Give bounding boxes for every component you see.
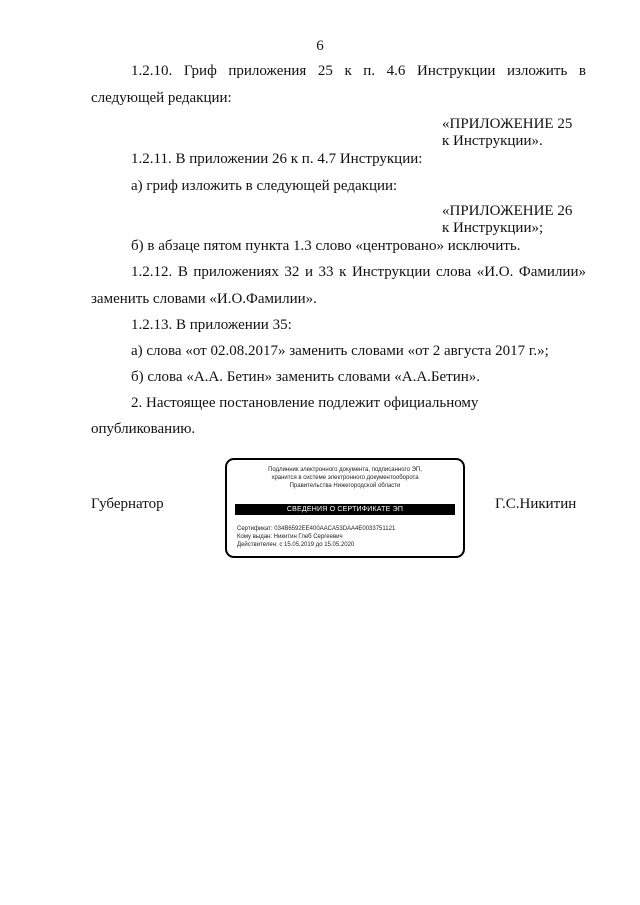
grif-26-line-2: к Инструкции»; (442, 220, 544, 236)
stamp-header-line-1: Подлинник электронного документа, подписанного ЭП, (268, 467, 422, 473)
signer-position: Губернатор (91, 496, 164, 512)
paragraph-7: а) слова «от 02.08.2017» заменить словами «от 2 августа 2017 г.»; (131, 343, 549, 359)
stamp-header-line-3: Правительства Нижегородской области (289, 483, 401, 489)
paragraph-1-line-2: следующей редакции: (91, 90, 232, 106)
grif-26-line-1: «ПРИЛОЖЕНИЕ 26 (442, 203, 573, 219)
grif-25-line-1: «ПРИЛОЖЕНИЕ 25 (442, 116, 573, 132)
paragraph-1-line-1: 1.2.10. Гриф приложения 25 к п. 4.6 Инструкции изложить в (131, 63, 586, 79)
paragraph-5-line-1: 1.2.12. В приложениях 32 и 33 к Инструкции слова «И.О. Фамилии» (131, 264, 586, 280)
paragraph-3: а) гриф изложить в следующей редакции: (131, 178, 398, 194)
paragraph-5-line-2: заменить словами «И.О.Фамилии». (91, 291, 317, 307)
stamp-header (233, 466, 457, 490)
e-signature-stamp (225, 458, 465, 558)
stamp-certificate: Сертификат: 034B6592EE400AACA53DAA4E0033751121 (237, 526, 396, 532)
stamp-issued-to: Кому выдан: Никитин Глеб Сергеевич (237, 534, 343, 540)
paragraph-2: 1.2.11. В приложении 26 к п. 4.7 Инструкции: (131, 151, 423, 167)
paragraph-8: б) слова «А.А. Бетин» заменить словами «А.А.Бетин». (131, 369, 481, 385)
page-number: 6 (316, 38, 324, 54)
paragraph-9-line-1: 2. Настоящее постановление подлежит официальному (131, 395, 479, 411)
paragraph-9-line-2: опубликованию. (91, 421, 196, 437)
stamp-title-bar: СВЕДЕНИЯ О СЕРТИФИКАТЕ ЭП (235, 504, 455, 515)
paragraph-4: б) в абзаце пятом пункта 1.3 слово «центровано» исключить. (131, 238, 521, 254)
stamp-header-line-2: хранится в системе электронного документооборота (271, 475, 419, 481)
grif-25-line-2: к Инструкции». (442, 133, 543, 149)
stamp-valid-period: Действителен: с 15.05.2019 до 15.05.2020 (237, 542, 355, 548)
signer-name: Г.С.Никитин (495, 496, 577, 512)
paragraph-6: 1.2.13. В приложении 35: (131, 317, 292, 333)
